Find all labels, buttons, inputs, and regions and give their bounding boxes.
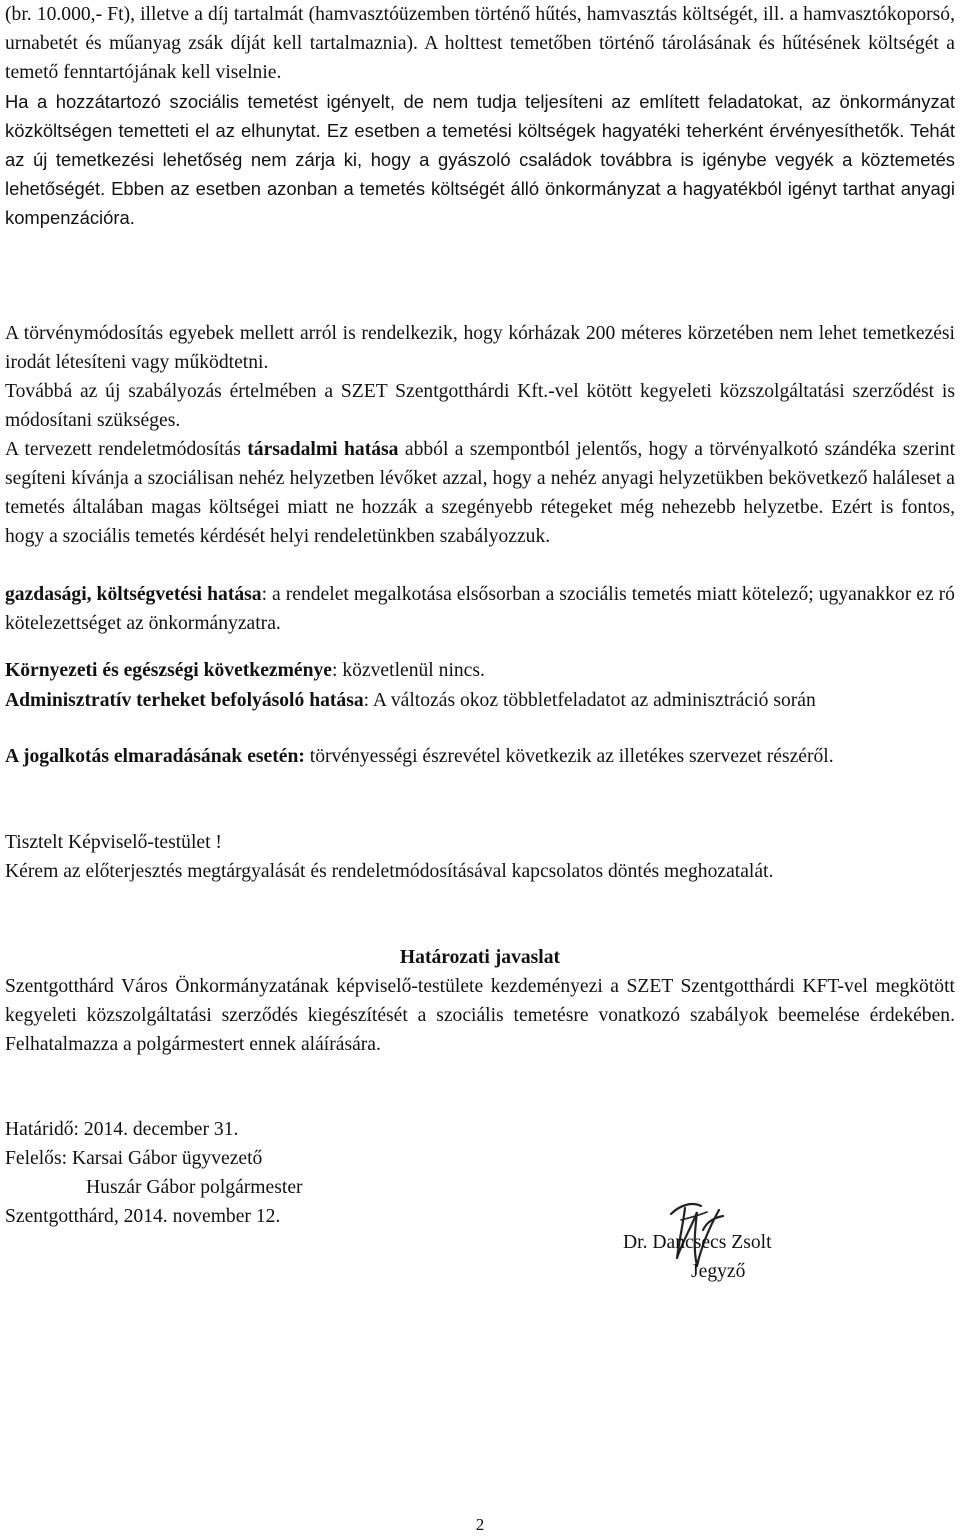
economic-impact-text: : a rendelet megalkotása elsősorban a szociális temetés miatt kötelező; ugyanakkor ez ró kötelezettséget az önkormányzatra. [5, 584, 955, 634]
signer-name: Dr. Dancsecs Zsolt [623, 1232, 772, 1253]
responsible-primary: Felelős: Karsai Gábor ügyvezető [5, 1148, 263, 1169]
administrative-impact-label: Adminisztratív terheket befolyásoló hatása [5, 690, 364, 711]
paragraph-law-amendment: A törvénymódosítás egyebek mellett arról is rendelkezik, hogy kórházak 200 méteres körzetében nem lehet temetkezési irodát létesíteni vagy működtetni. [5, 323, 955, 373]
legislative-omission-text: törvényességi észrevétel következik az illetékes szervezet részéről. [304, 746, 834, 767]
administrative-impact-text: : A változás okoz többletfeladatot az adminisztráció során [363, 690, 816, 711]
paragraph-environmental-impact [5, 656, 955, 685]
paragraph-social-burial: Ha a hozzátartozó szociális temetést igényelt, de nem tudja teljesíteni az említett feladatokat, az önkormányzat közköltségen temetteti el az elhunytat. Ez esetben a temetési költségek hagyatéki teherként érvényesíthetők. Tehát az új temetkezési lehetőség nem zárja ki, hogy a gyászoló családok továbbra is igénybe vegyék a köztemetés lehetőségét. Ebben az esetben azonban a temetés költségét álló önkormányzat a hagyatékból igényt tarthat anyagi kompenzációra. [5, 91, 955, 228]
paragraph-request: Kérem az előterjesztés megtárgyalását és rendeletmódosításával kapcsolatos döntés meghozatalát. [5, 861, 774, 882]
resolution-text: Szentgotthárd Város Önkormányzatának képviselő-testülete kezdeményezi a SZET Szentgotthárdi KFT-vel megkötött kegyeleti közszolgáltatási szerződés kiegészítését a szociális temetésre vonatkozó szabályok beemelése érdekében. Felhatalmazza a polgármestert ennek aláírására. [5, 976, 955, 1055]
salutation: Tisztelt Képviselő-testület ! [5, 832, 222, 853]
social-impact-text: abból a szempontból jelentős, hogy a törvényalkotó szándéka szerint segíteni kívánja a szociálisan nehéz helyzetben lévőket azzal, hogy a nehéz anyagi helyzetükben bekövetkező haláleset a temetés általában magas költségei miatt ne hozzák a szegényebb rétegeket még nehezebb helyzetbe. Ezért is fontos, hogy a szociális temetés kérdését helyi rendeletünkben szabályozzuk. [5, 439, 956, 547]
resolution-title: Határozati javaslat [399, 947, 561, 968]
environmental-impact-label: Környezeti és egészségi következménye [5, 660, 332, 681]
social-impact-intro: A tervezett rendeletmódosítás [5, 439, 248, 460]
economic-impact-label: gazdasági, költségvetési hatása [5, 584, 262, 605]
deadline: Határidő: 2014. december 31. [5, 1119, 239, 1140]
signer-title: Jegyző [691, 1261, 746, 1282]
responsible-secondary: Huszár Gábor polgármester [86, 1177, 303, 1198]
paragraph-economic-impact [5, 580, 955, 638]
page-number: 2 [475, 1515, 485, 1534]
paragraph-administrative-impact [5, 686, 955, 715]
signature-block [615, 1200, 835, 1300]
social-impact-label: társadalmi hatása [247, 439, 399, 460]
document-page [5, 0, 955, 1537]
paragraph-legislative-omission [5, 742, 955, 771]
environmental-impact-text: : közvetlenül nincs. [332, 660, 485, 681]
paragraph-contract-modification: Továbbá az új szabályozás értelmében a SZET Szentgotthárdi Kft.-vel kötött kegyeleti közszolgáltatási szerződést is módosítani szükséges. [5, 381, 955, 431]
paragraph-social-impact [5, 435, 955, 551]
place-and-date: Szentgotthárd, 2014. november 12. [5, 1206, 281, 1227]
legislative-omission-label: A jogalkotás elmaradásának esetén: [5, 746, 305, 767]
paragraph-cost-details: (br. 10.000,- Ft), illetve a díj tartalmát (hamvasztóüzemben történő hűtés, hamvasztás költségét, ill. a hamvasztókoporsó, urnabetét és műanyag zsák díját kell tartalmaznia). A holttest temetőben történő tárolásának és hűtésének költségét a temető fenntartójának kell viselnie. [5, 4, 955, 83]
